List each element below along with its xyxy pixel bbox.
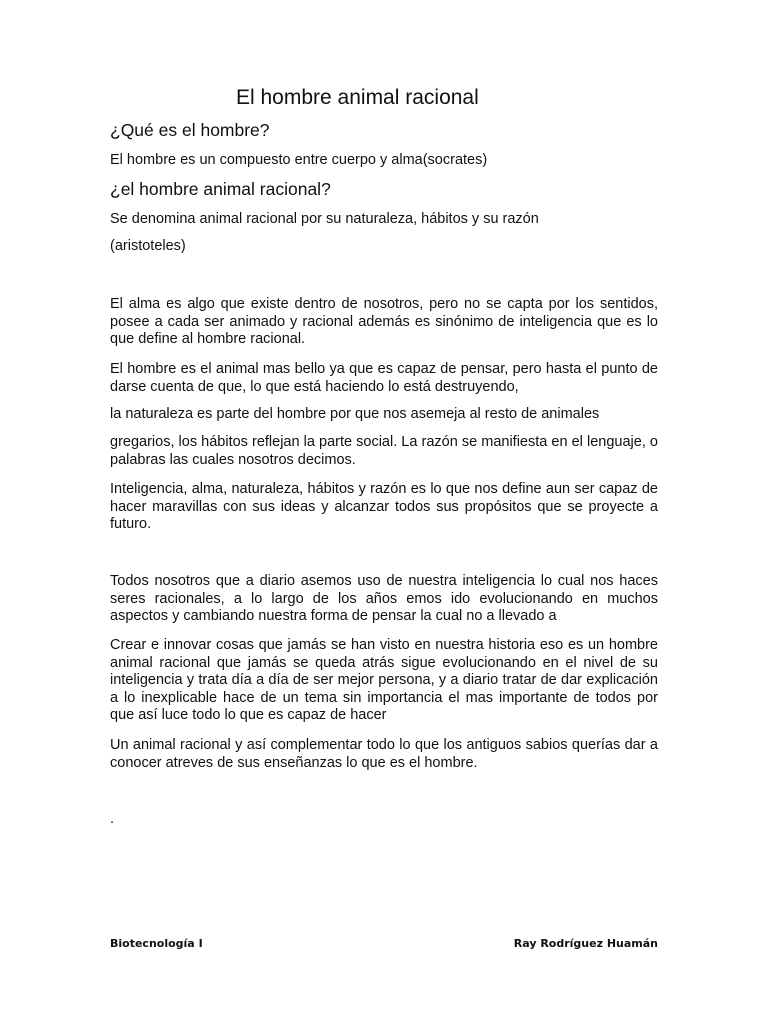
answer-text-2-line-1: Se denomina animal racional por su naturaleza, hábitos y su razón [110,211,539,227]
body-paragraph: la naturaleza es parte del hombre por que nos asemeja al resto de animales [110,406,600,422]
answer-text-2-line-2: (aristoteles) [110,238,186,254]
trailing-period: . [110,811,115,827]
question-heading-2: ¿el hombre animal racional? [110,179,331,199]
document-title: El hombre animal racional [236,86,479,109]
body-paragraph: Crear e innovar cosas que jamás se han visto en nuestra historia eso es un hombre animal racional que jamás se queda atrás sigue evolucionando en el nivel de su inteligencia y trata día a día de ser mejor persona, y a diario tratar de dar explicación a lo inexplicable hace de un tema sin importancia el mas importante de todos por que así luce todo lo que es capaz de hacer [110,637,658,723]
body-paragraph: El alma es algo que existe dentro de nosotros, pero no se capta por los sentidos, posee a cada ser animado y racional además es sinónimo de inteligencia que es lo que define al hombre racional. [110,296,658,347]
footer-author: Ray Rodríguez Huamán [513,937,658,950]
body-paragraph: Todos nosotros que a diario asemos uso de nuestra inteligencia lo cual nos haces seres racionales, a lo largo de los años emos ido evolucionando en muchos aspectos y cambiando nuestra forma de pensar la cual no a llevado a [110,573,658,624]
body-paragraph: gregarios, los hábitos reflejan la parte social. La razón se manifiesta en el lenguaje, o palabras las cuales nosotros decimos. [110,434,658,468]
body-paragraph: El hombre es el animal mas bello ya que es capaz de pensar, pero hasta el punto de darse cuenta de que, lo que está haciendo lo está destruyendo, [110,361,658,395]
question-heading-1: ¿Qué es el hombre? [110,120,270,140]
footer-course: Biotecnología I [110,937,203,950]
body-paragraph: Un animal racional y así complementar todo lo que los antiguos sabios querías dar a conocer atreves de sus enseñanzas lo que es el hombre. [110,737,658,771]
body-paragraph: Inteligencia, alma, naturaleza, hábitos y razón es lo que nos define aun ser capaz de hacer maravillas con sus ideas y alcanzar todos sus propósitos que se proyecte a futuro. [110,481,658,532]
answer-text-1: El hombre es un compuesto entre cuerpo y alma(socrates) [110,152,488,168]
